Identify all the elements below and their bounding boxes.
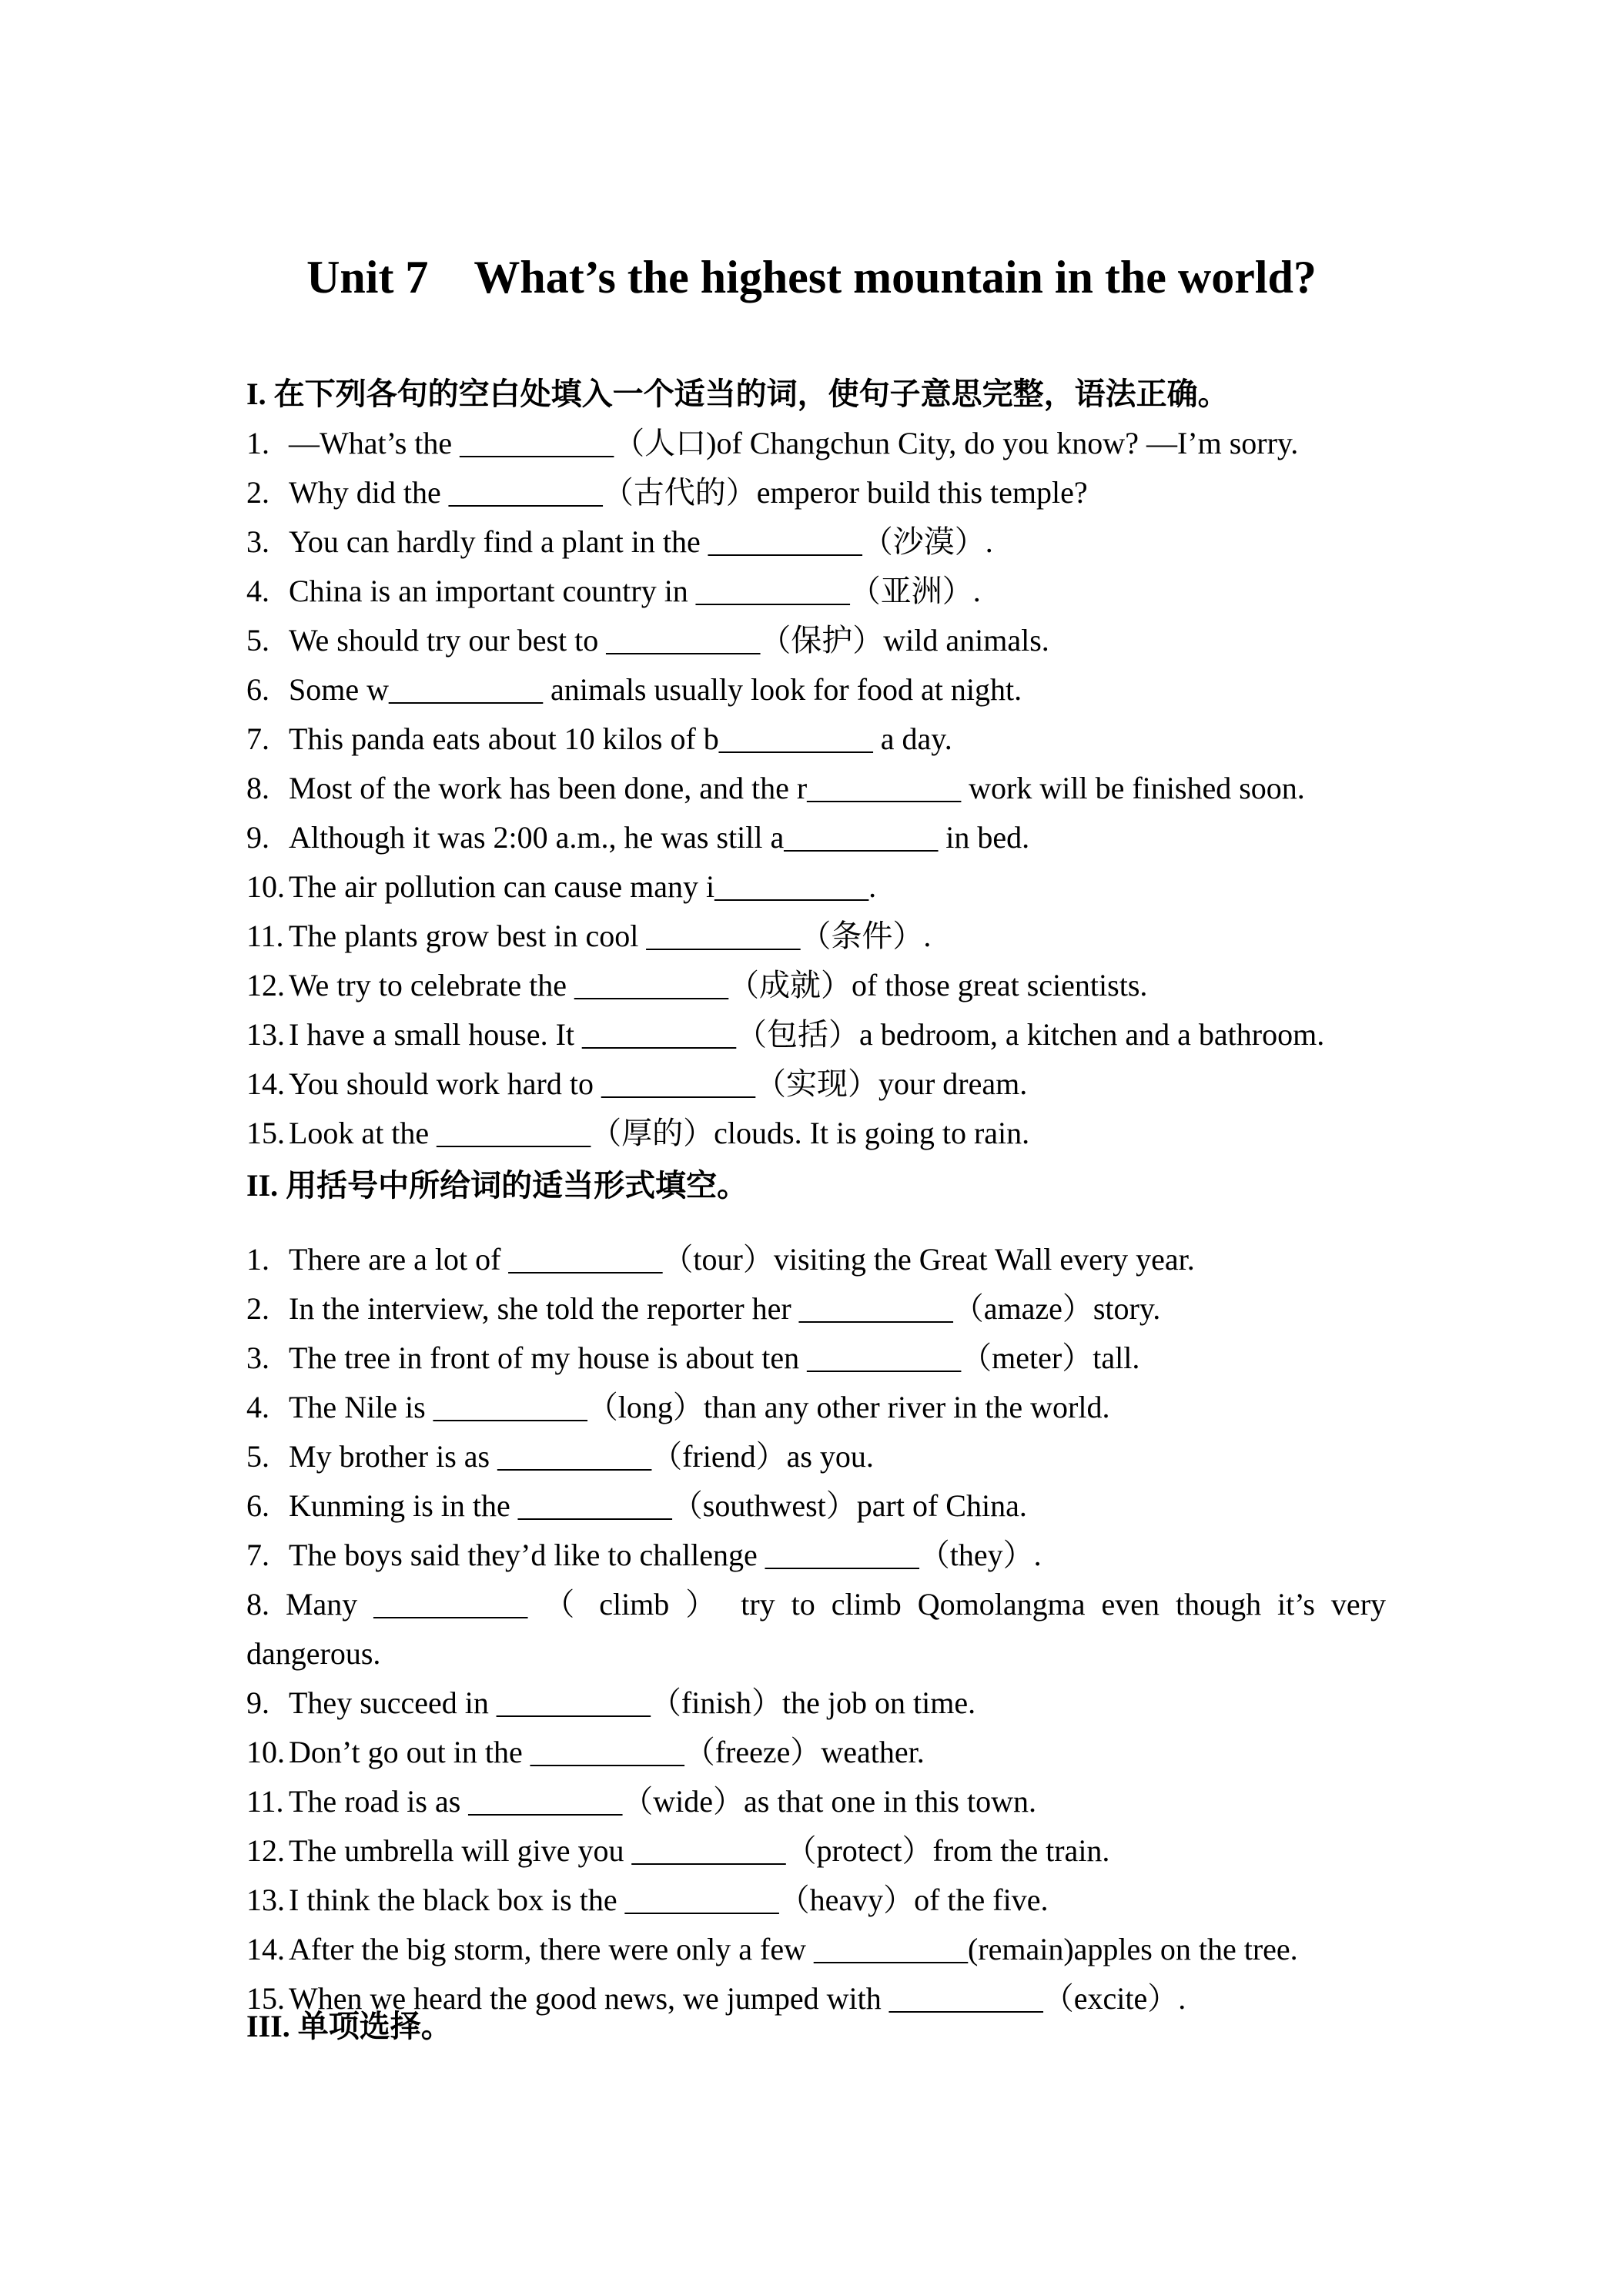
item-number: 12. bbox=[246, 968, 285, 1002]
item-text: Although it was 2:00 a.m., he was still a__________ in bed. bbox=[289, 820, 1030, 855]
exercise-item bbox=[246, 567, 1386, 616]
exercise-item bbox=[246, 1481, 1386, 1531]
exercise-item bbox=[246, 813, 1386, 862]
page-title: Unit 7 What’s the highest mountain in the world? bbox=[306, 252, 1317, 303]
item-text: Most of the work has been done, and the r__________ work will be finished soon. bbox=[289, 771, 1305, 805]
item-text: You can hardly find a plant in the __________（沙漠）. bbox=[289, 524, 993, 559]
section-2-list bbox=[246, 1235, 1386, 2023]
item-number: 4. bbox=[246, 1390, 269, 1424]
item-number: 5. bbox=[246, 623, 269, 658]
exercise-item bbox=[246, 1678, 1386, 1728]
exercise-item bbox=[246, 1010, 1386, 1059]
item-text: When we heard the good news, we jumped with __________（excite）. bbox=[289, 1981, 1186, 2016]
exercise-item bbox=[246, 1284, 1386, 1334]
item-text: Don’t go out in the __________（freeze）weather. bbox=[289, 1735, 925, 1769]
item-number: 13. bbox=[246, 1883, 285, 1917]
item-number: 8. bbox=[246, 771, 269, 805]
item-number: 1. bbox=[246, 426, 269, 460]
item-text: The road is as __________（wide）as that one in this town. bbox=[289, 1784, 1036, 1819]
item-number: 1. bbox=[246, 1242, 269, 1277]
item-text: I think the black box is the __________（heavy）of the five. bbox=[289, 1883, 1049, 1917]
exercise-item bbox=[246, 1925, 1386, 1974]
item-text: We should try our best to __________（保护）wild animals. bbox=[289, 623, 1049, 658]
item-text: China is an important country in __________（亚洲）. bbox=[289, 574, 981, 608]
item-text: The boys said they’d like to challenge __________（they）. bbox=[289, 1538, 1042, 1572]
item-text: You should work hard to __________（实现）your dream. bbox=[289, 1066, 1028, 1101]
exercise-item bbox=[246, 468, 1386, 517]
exercise-item bbox=[246, 616, 1386, 665]
exercise-item bbox=[246, 1383, 1386, 1432]
exercise-item bbox=[246, 1728, 1386, 1777]
exercise-item bbox=[246, 961, 1386, 1010]
item-number: 2. bbox=[246, 1291, 269, 1326]
section-3-heading: III. 单项选择。 bbox=[246, 2009, 452, 2043]
exercise-item bbox=[246, 1432, 1386, 1481]
exercise-item bbox=[246, 764, 1386, 813]
exercise-item bbox=[246, 517, 1386, 567]
item-number: 15. bbox=[246, 1116, 285, 1150]
item-text: In the interview, she told the reporter her __________（amaze）story. bbox=[289, 1291, 1161, 1326]
exercise-item bbox=[246, 1777, 1386, 1826]
item-text: The Nile is __________（long）than any other river in the world. bbox=[289, 1390, 1110, 1424]
item-number: 14. bbox=[246, 1932, 285, 1966]
item-number: 4. bbox=[246, 574, 269, 608]
exercise-item bbox=[246, 715, 1386, 764]
section-fill-in-word bbox=[246, 370, 1386, 1158]
exercise-item bbox=[246, 1826, 1386, 1876]
item-number: 13. bbox=[246, 1017, 285, 1052]
item-number: 10. bbox=[246, 1735, 285, 1769]
item-text: The plants grow best in cool __________（条件）. bbox=[289, 919, 932, 953]
item-text: We try to celebrate the __________（成就）of those great scientists. bbox=[289, 968, 1148, 1002]
item-text: The air pollution can cause many i__________. bbox=[289, 869, 877, 904]
item-text: My brother is as __________（friend）as you. bbox=[289, 1439, 874, 1474]
item-number: 6. bbox=[246, 672, 269, 707]
exercise-item bbox=[246, 1109, 1386, 1158]
item-number: 11. bbox=[246, 1784, 284, 1819]
item-number: 14. bbox=[246, 1066, 285, 1101]
item-text: Look at the __________（厚的）clouds. It is going to rain. bbox=[289, 1116, 1030, 1150]
item-number: 8. bbox=[246, 1587, 269, 1622]
exercise-item bbox=[246, 1059, 1386, 1109]
exercise-item bbox=[246, 862, 1386, 912]
exercise-item bbox=[246, 1334, 1386, 1383]
item-number: 6. bbox=[246, 1488, 269, 1523]
exercise-item bbox=[246, 665, 1386, 715]
item-text: After the big storm, there were only a few __________(remain)apples on the tree. bbox=[289, 1932, 1298, 1966]
item-text: The umbrella will give you __________（protect）from the train. bbox=[289, 1833, 1110, 1868]
section-1-heading: I. 在下列各句的空白处填入一个适当的词，使句子意思完整，语法正确。 bbox=[246, 377, 1229, 411]
item-text: Some w__________ animals usually look for food at night. bbox=[289, 672, 1022, 707]
item-number: 2. bbox=[246, 475, 269, 510]
section-2-heading: II. 用括号中所给词的适当形式填空。 bbox=[246, 1168, 748, 1203]
exercise-item bbox=[246, 1235, 1386, 1284]
item-number: 11. bbox=[246, 919, 284, 953]
item-text: They succeed in __________（finish）the job on time. bbox=[289, 1685, 976, 1720]
item-text: Why did the __________（古代的）emperor build this temple? bbox=[289, 475, 1088, 510]
item-number: 15. bbox=[246, 1981, 285, 2016]
section-multiple-choice bbox=[246, 2002, 1386, 2051]
item-number: 5. bbox=[246, 1439, 269, 1474]
item-text: Many __________ （ climb ） try to climb Qomolangma even though it’s very dangerous. bbox=[246, 1587, 1387, 1671]
exercise-item bbox=[246, 419, 1386, 468]
item-text: Kunming is in the __________（southwest）part of China. bbox=[289, 1488, 1027, 1523]
item-text: The tree in front of my house is about ten __________（meter）tall. bbox=[289, 1340, 1140, 1375]
item-number: 7. bbox=[246, 1538, 269, 1572]
item-number: 7. bbox=[246, 721, 269, 756]
item-text: There are a lot of __________（tour）visiting the Great Wall every year. bbox=[289, 1242, 1195, 1277]
exercise-item bbox=[246, 1531, 1386, 1580]
item-number: 9. bbox=[246, 820, 269, 855]
item-text: This panda eats about 10 kilos of b__________ a day. bbox=[289, 721, 952, 756]
exercise-item bbox=[246, 1876, 1386, 1925]
item-number: 12. bbox=[246, 1833, 285, 1868]
item-number: 3. bbox=[246, 1340, 269, 1375]
item-number: 3. bbox=[246, 524, 269, 559]
section-word-form bbox=[246, 1161, 1386, 2023]
item-number: 10. bbox=[246, 869, 285, 904]
item-text: —What’s the __________（人口)of Changchun City, do you know? —I’m sorry. bbox=[289, 426, 1299, 460]
exercise-item bbox=[246, 912, 1386, 961]
exercise-item bbox=[246, 1580, 1386, 1678]
item-number: 9. bbox=[246, 1685, 269, 1720]
item-text: I have a small house. It __________（包括）a bedroom, a kitchen and a bathroom. bbox=[289, 1017, 1325, 1052]
